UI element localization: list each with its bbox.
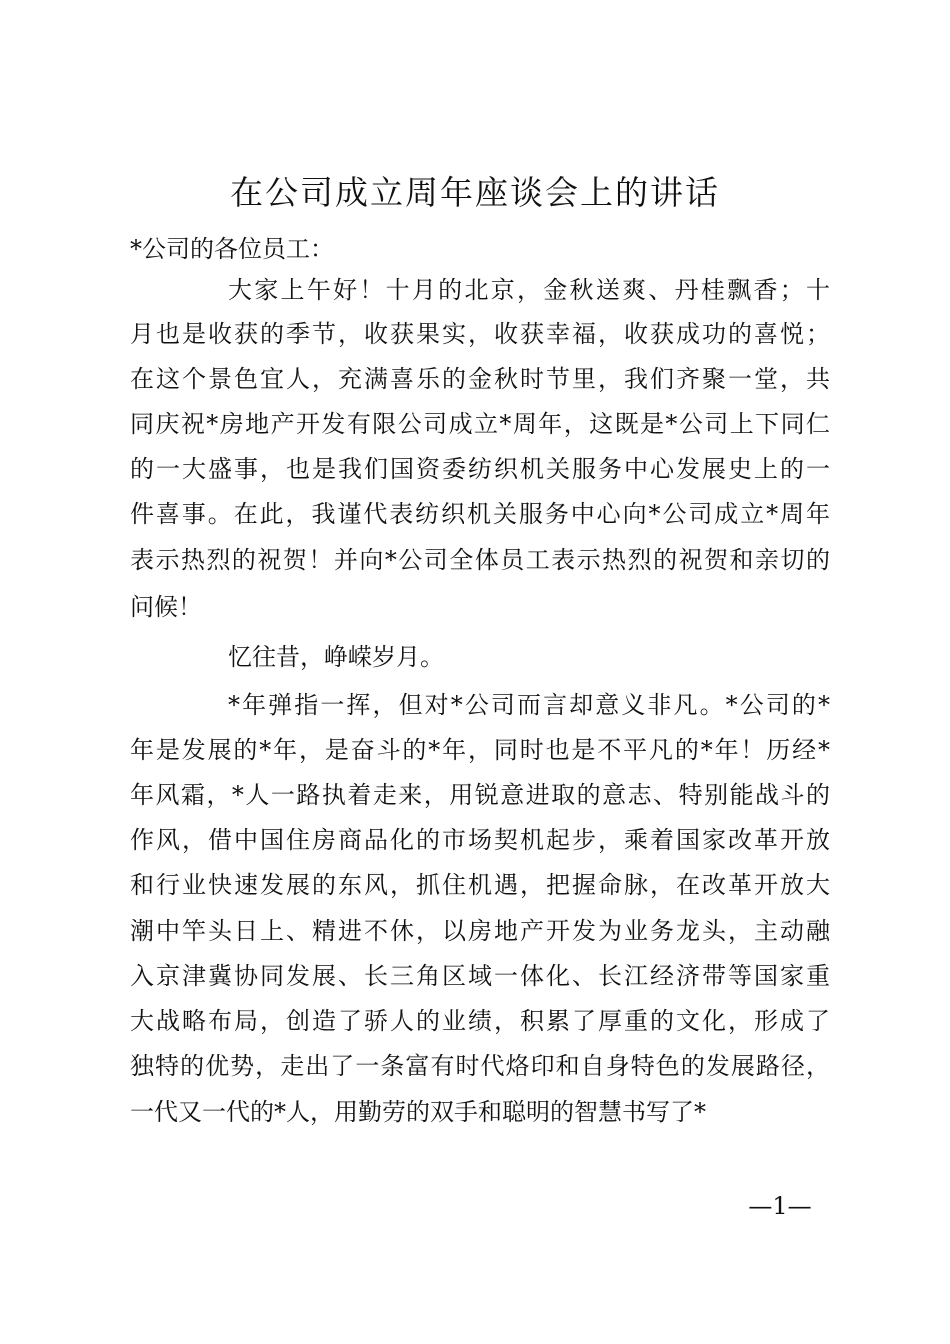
body-line: 年风霜，*人一路执着走来，用锐意进取的意志、特别能战斗的 [130,781,830,809]
body-line: 的一大盛事，也是我们国资委纺织机关服务中心发展史上的一 [130,455,830,483]
document-title: 在公司成立周年座谈会上的讲话 [230,173,720,212]
body-line: 大战略布局，创造了骄人的业绩，积累了厚重的文化，形成了 [130,1007,830,1035]
body-line: *年弹指一挥，但对*公司而言却意义非凡。*公司的* [228,691,830,719]
body-line: 同庆祝*房地产开发有限公司成立*周年，这既是*公司上下同仁 [130,410,830,438]
body-line: 在这个景色宜人，充满喜乐的金秋时节里，我们齐聚一堂，共 [130,365,830,393]
body-line: 作风，借中国住房商品化的市场契机起步，乘着国家改革开放 [130,826,830,854]
body-line: 问候！ [130,593,202,621]
body-line: 一代又一代的*人，用勤劳的双手和聪明的智慧书写了* [130,1098,706,1126]
body-line: 件喜事。在此，我谨代表纺织机关服务中心向*公司成立*周年 [130,500,830,528]
section-heading: 忆往昔，峥嵘岁月。 [228,643,444,671]
body-line: 和行业快速发展的东风，抓住机遇，把握命脉，在改革开放大 [130,871,830,899]
body-line: 入京津冀协同发展、长三角区域一体化、长江经济带等国家重 [130,962,830,990]
page-number: —1— [748,1192,812,1220]
body-line: 独特的优势，走出了一条富有时代烙印和自身特色的发展路径， [130,1052,830,1080]
body-line: 月也是收获的季节，收获果实，收获幸福，收获成功的喜悦； [130,320,830,348]
body-line: 潮中竿头日上、精进不休，以房地产开发为业务龙头，主动融 [130,917,830,945]
body-line: 年是发展的*年，是奋斗的*年，同时也是不平凡的*年！历经* [130,736,830,764]
salutation: *公司的各位员工： [130,235,334,263]
body-line: 表示热烈的祝贺！并向*公司全体员工表示热烈的祝贺和亲切的 [130,546,830,574]
body-line: 大家上午好！十月的北京，金秋送爽、丹桂飘香；十 [228,276,830,304]
